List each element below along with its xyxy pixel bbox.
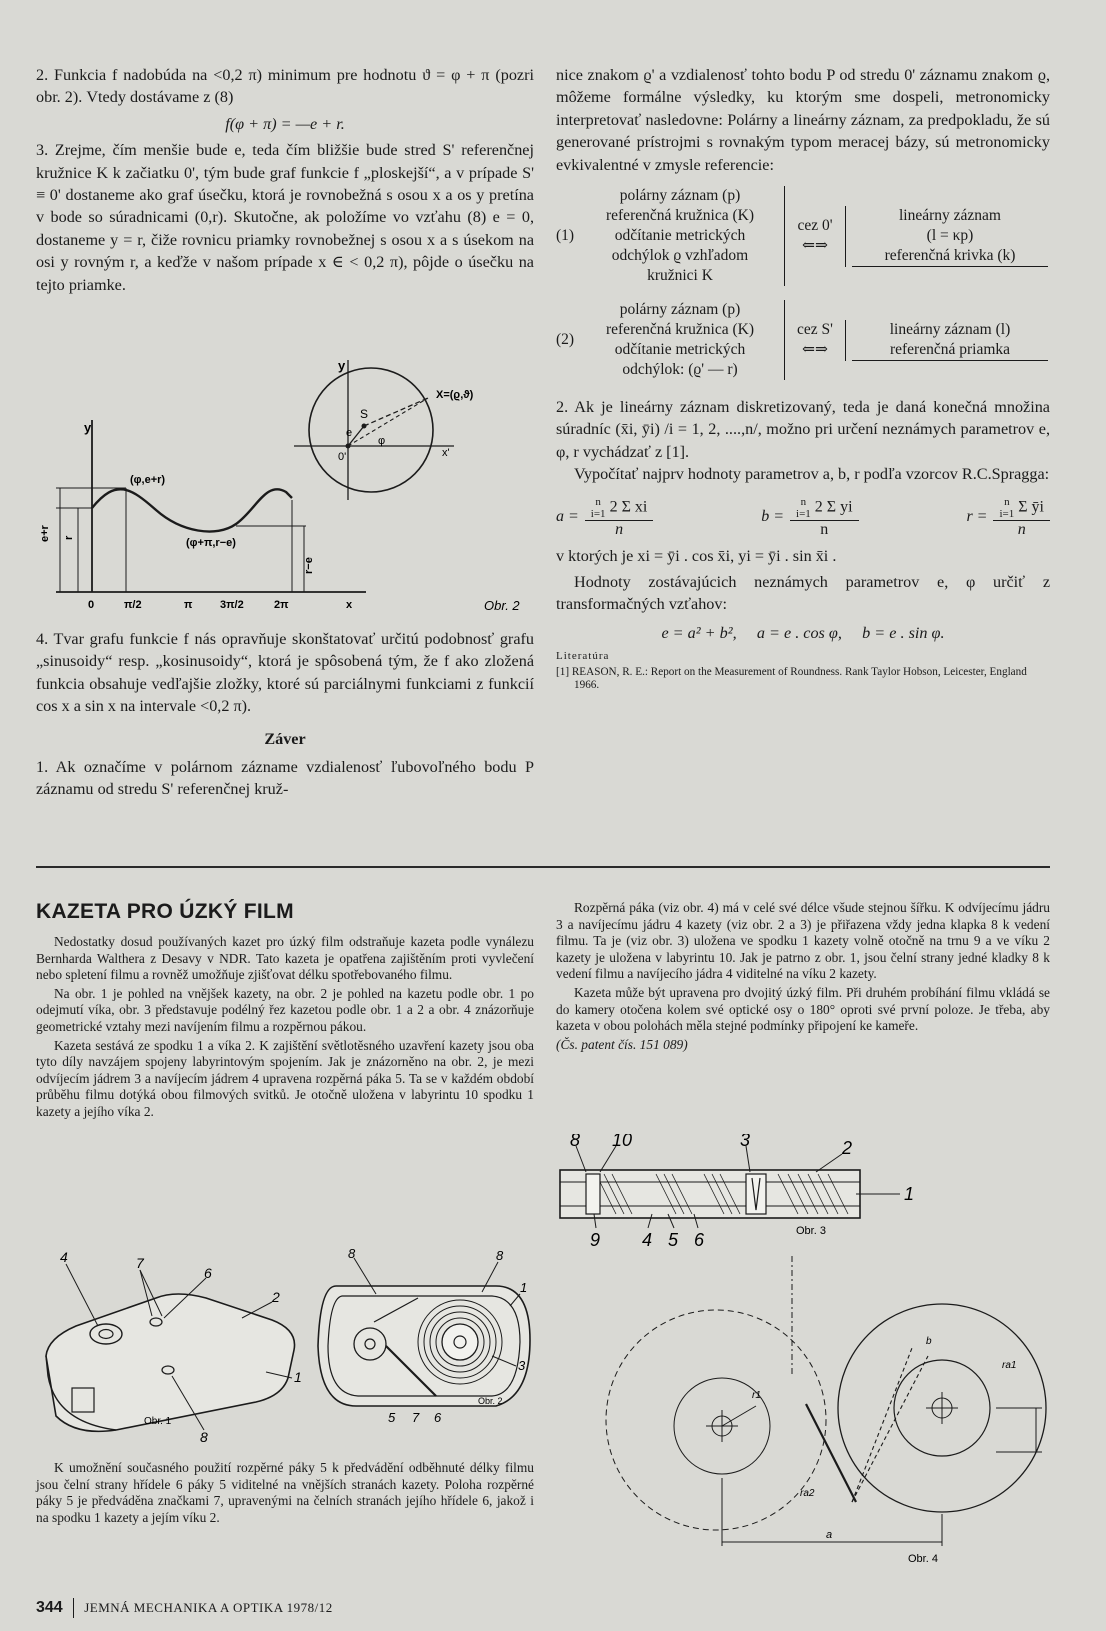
- spragg-formulas: [556, 496, 1050, 539]
- trough-label: (φ+π,r−e): [186, 537, 236, 549]
- formula-r-lhs: r =: [966, 508, 988, 526]
- fig4-label-b: b: [926, 1336, 932, 1347]
- lower-paragraph-2: Na obr. 1 je pohled na vnějšek kazety, na obr. 2 je pohled na kazetu podle obr. 1 po odejmutí víka, obr. 3 představuje podélný řez kazetou podle obr. 1 a 2 a obr. 4 znázorňuje geometrické vztahy mezi navíjením filmu a rozpěrnou pákou.: [36, 985, 534, 1034]
- lower-right-paragraph-2: Kazeta může být upravena pro dvojitý úzký film. Při druhém probíhání filmu vkládá se do kamery otočena kolem své optické osy o 180° oproti své první poloze. Je třeba, aby kazeta v obou polohách měla stejné podmínky připojení ke kameře.: [556, 984, 1050, 1034]
- scheme-1-arrow: ⇐⇒: [802, 237, 828, 255]
- fig1-caption: Obr. 1: [144, 1416, 172, 1427]
- formula-r-fraction: [993, 496, 1050, 539]
- scheme-2-arrow: ⇐⇒: [802, 341, 828, 359]
- dim-r-minus-e: r−e: [303, 557, 315, 574]
- fig3-caption: Obr. 3: [796, 1225, 826, 1237]
- footer-divider: [73, 1598, 75, 1618]
- scheme-1-left-line: kružnici K: [647, 267, 713, 285]
- scheme-1-number: (1): [556, 227, 575, 245]
- point-x-label: X=(ϱ,ϑ): [436, 389, 474, 401]
- fig1-label-6: 6: [204, 1265, 212, 1281]
- scheme-1-right-line: (l = κp): [926, 226, 974, 244]
- sum-top: n: [1004, 495, 1010, 508]
- scheme-1-left: [582, 186, 785, 286]
- fig2-caption: Obr. 2: [478, 1396, 503, 1406]
- fig2-label-1: 1: [520, 1280, 528, 1295]
- scheme-1-middle: [785, 216, 845, 256]
- e-label: e: [346, 427, 353, 439]
- fig4-label-r1: r1: [752, 1390, 761, 1401]
- cassette-views: [36, 1246, 534, 1446]
- scheme-2-right-line: lineárny záznam (l): [889, 320, 1011, 338]
- center-s-label: S: [360, 407, 369, 421]
- sum-top: n: [800, 495, 807, 508]
- page-footer: [36, 1598, 333, 1618]
- zaver-heading: Záver: [264, 729, 306, 748]
- scheme-2-number: (2): [556, 331, 575, 349]
- formula-a-lhs: a =: [556, 508, 579, 526]
- paragraph-point-4: 4. Tvar grafu funkcie f nás opravňuje skonštatovať určitú podobnosť grafu „sinusoidy“ resp. „kosinusoidy“, ktorá je spôsobená tým, že f ako zložená funkcia obsahuje vedľajšie zložky, ktoré sú parciálnymi funkciami z funkcií cos x a sin x na intervale <0,2 π).: [36, 630, 534, 716]
- polar-linear-graph: [36, 360, 534, 618]
- fig3-label-9: 9: [590, 1230, 601, 1248]
- formula-b-fraction: [790, 496, 859, 539]
- fig4-caption: Obr. 4: [908, 1553, 938, 1565]
- paragraph-interpretation: nice znakom ϱ' a vzdialenosť tohto bodu P od stredu 0' záznamu znakom ϱ, môžeme formálne výsledky, ku ktorým sme dospeli, metronomicky interpretovať nasledovne: Polárny a lineárny záznam, za predpokladu, že sú generované prístrojmi s rovnakým typom meracej bázy, sú metronomicky evkivalentné v zmysle referencie:: [556, 66, 1050, 174]
- upper-right-column: [556, 64, 1050, 692]
- formula-f-phi-pi: f(φ + π) = —e + r.: [225, 114, 345, 133]
- scheme-1-via: cez 0': [797, 217, 833, 235]
- origin-label: 0': [338, 451, 347, 463]
- formula-b-denominator: n: [820, 520, 829, 538]
- phi-label: φ: [378, 435, 386, 447]
- paragraph-point-3: 3. Zrejme, čím menšie bude e, teda čím bližšie bude stred S' referenčnej kružnice K k začiatku 0', tým bude graf funkcie f „ploskejší“, a v prípade S' ≡ 0' dostaneme ako graf úsečku, ktorá je rovnobežná s osou x a os y pretína v bode so súradnicami (0,r). Skutočne, ak položíme vo vzťahu (8) e = 0, dostaneme y = r, čiže rovnicu priamky rovnobežnej s osou x a s úsekom na osi y rovným r, a keďže v našom prípade x ∈ < 0,2 π), pôjde o úsečku na tejto priamke.: [36, 141, 534, 294]
- paragraph-xi-yi: v ktorých je xi = ȳi . cos x̄i, yi = ȳi . sin x̄i .: [556, 546, 837, 565]
- scheme-1-right-line: lineárny záznam: [899, 206, 1001, 224]
- fig3-label-10: 10: [612, 1134, 633, 1150]
- fig3-label-8: 8: [570, 1134, 581, 1150]
- paragraph-spragg: Vypočítať najprv hodnoty parametrov a, b, r podľa vzorcov R.C.Spragga:: [574, 465, 1050, 484]
- sum-limits-b: [796, 496, 811, 520]
- formula-b-lhs: b =: [761, 508, 785, 526]
- y-axis-label: y: [84, 420, 92, 435]
- figure-obr-2: [36, 360, 534, 618]
- formula-a-denominator: n: [615, 520, 624, 538]
- section-separator: [36, 866, 1050, 868]
- fig2-label-8b: 8: [496, 1248, 504, 1263]
- lower-right-column: [556, 900, 1050, 1053]
- paragraph-transform: Hodnoty zostávajúcich neznámych parametrov e, φ určiť z transformačných vzťahov:: [556, 573, 1050, 614]
- tick-pi-half: π/2: [124, 599, 142, 611]
- scheme-2: [556, 300, 1050, 380]
- formula-a-fraction: [585, 496, 654, 539]
- figure-caption-obr-2: Obr. 2: [484, 598, 520, 613]
- scheme-1-right-line: referenčná krivka (k): [852, 246, 1048, 267]
- fig2-label-3: 3: [518, 1358, 526, 1373]
- formula-r-denominator: n: [1017, 520, 1026, 538]
- lower-paragraph-3: Kazeta sestává ze spodku 1 a víka 2. K zajištění světlotěsného uzavření kazety jsou oba tyto díly navzájem spojeny labyrintovým spojením. Jak je znázorněno na obr. 2, je mezi odvíjecím jádrem 3 a navíjecím jádrem 4 upravena rozpěrná páka 5. Ta se v každém období průběhu filmu dotýká obou filmových svitků. Je otočně uložena v labyrintu 10 spodku 1 kazety a jejího víka 2.: [36, 1037, 534, 1119]
- sum-bottom: i=1: [796, 507, 811, 520]
- scheme-1-left-line: referenčná kružnica (K): [605, 207, 754, 225]
- scheme-2-left-line: polárny záznam (p): [619, 301, 741, 319]
- geometry-diagram: [556, 1256, 1050, 1566]
- formula-a-numerator: 2 Σ xi: [609, 498, 648, 516]
- fig1-label-8: 8: [200, 1429, 208, 1445]
- scheme-1-left-line: polárny záznam (p): [619, 187, 741, 205]
- fig3-label-5: 5: [668, 1230, 679, 1248]
- literature-item-1: [1] REASON, R. E.: Report on the Measurement of Roundness. Rank Taylor Hobson, Leicester, England 1966.: [556, 666, 1027, 692]
- figures-obr-1-2: [36, 1246, 534, 1446]
- scheme-1-left-line: odčítanie metrických: [614, 227, 746, 245]
- formula-r: [966, 496, 1050, 539]
- fig3-label-6: 6: [694, 1230, 705, 1248]
- fig2-label-7: 7: [412, 1410, 420, 1425]
- fig1-label-4: 4: [60, 1249, 68, 1265]
- formula-b: [761, 496, 858, 539]
- tick-x: x: [346, 599, 353, 611]
- tick-0: 0: [88, 599, 95, 611]
- sum-bottom: i=1: [999, 507, 1015, 520]
- lower-left-column-end: [36, 1460, 534, 1526]
- scheme-2-left: [582, 300, 785, 380]
- fig2-label-5: 5: [388, 1410, 396, 1425]
- fig3-label-2: 2: [842, 1138, 853, 1158]
- formula-a-numerator-wrap: [585, 496, 654, 521]
- peak-label: (φ,e+r): [130, 474, 166, 486]
- dim-e-plus-r: e+r: [39, 525, 51, 542]
- figure-obr-3: [556, 1134, 1050, 1248]
- formula-b-numerator: 2 Σ yi: [814, 498, 853, 516]
- scheme-2-left-line: referenčná kružnica (K): [605, 321, 754, 339]
- sum-top: n: [595, 495, 601, 508]
- scheme-2-middle: [785, 320, 845, 360]
- fig2-label-8a: 8: [348, 1246, 356, 1261]
- upper-left-column-continued: [36, 628, 534, 801]
- fig4-label-a: a: [826, 1529, 833, 1541]
- scheme-2-via: cez S': [797, 321, 833, 339]
- fig3-label-1: 1: [904, 1184, 915, 1204]
- lower-paragraph-1: Nedostatky dosud používaných kazet pro úzký film odstraňuje kazeta podle vynálezu Bernharda Walthera z Desavy v NDR. Tato kazeta je opatřena zajištěním proti vyvlečení nebo spletení filmu a rovněž umožňuje zjišťovat délku spotřebovaného filmu.: [36, 934, 534, 983]
- zaver-paragraph-1: 1. Ak označíme v polárnom zázname vzdialenosť ľubovoľného bodu P záznamu od stredu S' referenčnej kruž-: [36, 758, 534, 799]
- scheme-2-right-line: referenčná priamka: [852, 340, 1048, 361]
- lower-paragraph-4: K umožnění současného použití rozpěrné páky 5 k předvádění odběhnuté délky filmu jsou čelní strany hřídele 6 páky 5 viditelné na vnějších stranách kazety. Poloha rozpěrné páky 5 je předváděna značkami 7, upravenými na čelních stranách jejího hřídele 6, jakož i na spodku 1 kazety a jejím víku 2.: [36, 1460, 534, 1525]
- tick-3pi-half: 3π/2: [220, 599, 244, 611]
- dim-r: r: [63, 535, 75, 540]
- fig4-label-ra1: ra1: [1002, 1360, 1017, 1371]
- lower-right-paragraph-1: Rozpěrná páka (viz obr. 4) má v celé své délce všude stejnou šířku. K odvíjecímu jádru 3 a navíjecímu jádru 4 kazety (viz obr. 2 a 3) je přiřazena vždy jedna klapka 8 k vedení filmu. Ta je (viz obr. 3) uložena ve spodku 1 kazety volně otočně na trnu 9 a ve víku 2 kazety je uložena v labyrintu 10. Jak je patrno z obr. 1, jsou čelní strany jedné kladky 8 k vedení filmu a navíjecího jádra 4 viditelné na víku 2 kazety.: [556, 900, 1050, 982]
- page-number: 344: [36, 1599, 63, 1616]
- scheme-2-left-line: odčítanie metrických: [614, 341, 746, 359]
- scheme-1-right: [845, 206, 1048, 267]
- sum-limits-a: [591, 496, 606, 520]
- fig3-label-3: 3: [740, 1134, 751, 1150]
- figure-obr-4: [556, 1256, 1050, 1566]
- formula-b-numerator-wrap: [790, 496, 859, 521]
- cassette-cross-section: [556, 1134, 1050, 1248]
- sum-bottom: i=1: [590, 507, 606, 520]
- article-title: KAZETA PRO ÚZKÝ FILM: [36, 900, 294, 923]
- patent-reference: (Čs. patent čís. 151 089): [556, 1036, 688, 1052]
- scheme-1-left-line: odchýlok ϱ vzhľadom: [611, 247, 749, 265]
- tick-pi: π: [184, 599, 193, 611]
- fig3-label-4: 4: [642, 1230, 653, 1248]
- circle-y-label: y: [338, 360, 346, 373]
- scheme-2-right: [845, 320, 1048, 361]
- fig1-label-7: 7: [136, 1255, 144, 1271]
- scheme-2-left-line: odchýlok: (ϱ' — r): [622, 361, 738, 379]
- lower-left-column: [36, 900, 534, 1121]
- formula-a: [556, 496, 653, 539]
- fig2-label-6: 6: [434, 1410, 442, 1425]
- formula-r-numerator: Σ ȳi: [1018, 498, 1044, 516]
- paragraph-point-2: 2. Funkcia f nadobúda na <0,2 π) minimum pre hodnotu ϑ = φ + π (pozri obr. 2). Vtedy dostávame z (8): [36, 66, 534, 107]
- formula-r-numerator-wrap: [993, 496, 1050, 521]
- literature-heading: Literatúra: [556, 650, 610, 663]
- circle-x-label: x': [442, 447, 450, 459]
- sum-limits-r: [999, 496, 1014, 520]
- fig4-label-ra2: ra2: [800, 1488, 815, 1499]
- fig1-label-2: 2: [272, 1289, 280, 1305]
- upper-left-column: [36, 64, 534, 296]
- fig1-label-1: 1: [294, 1369, 302, 1385]
- formula-transform: e = a² + b², a = e . cos φ, b = e . sin φ.: [661, 623, 945, 642]
- journal-name: JEMNÁ MECHANIKA A OPTIKA 1978/12: [84, 1600, 333, 1615]
- scheme-1: [556, 186, 1050, 286]
- tick-2pi: 2π: [274, 599, 289, 611]
- paragraph-discretized: 2. Ak je lineárny záznam diskretizovaný, teda je daná konečná množina súradníc (x̄i, ȳi) /i = 1, 2, ....,n/, možno pri určení neznámych parametrov e, φ, r vychádzať z [1].: [556, 398, 1050, 461]
